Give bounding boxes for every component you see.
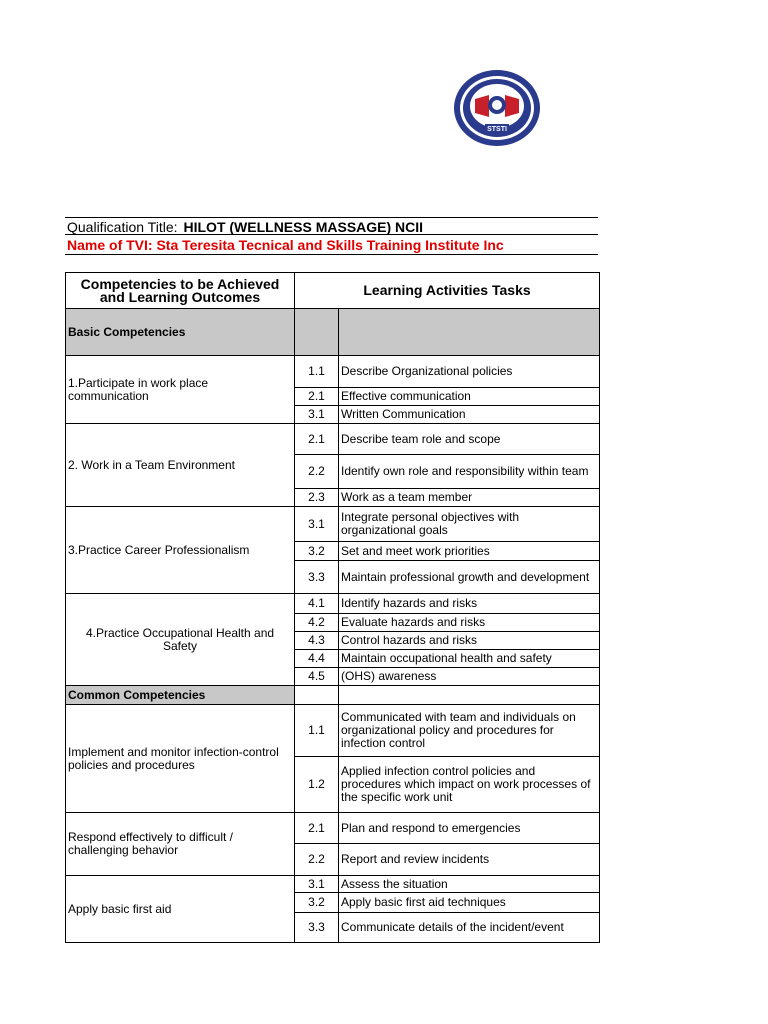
seal-logo-text: STSTI	[487, 126, 507, 133]
table-row	[66, 594, 600, 614]
table-row	[66, 705, 600, 757]
table-header-row	[66, 273, 600, 309]
task-number: 3.2	[295, 893, 339, 913]
section-title-common: Common Competencies	[66, 686, 295, 705]
task-number: 3.3	[295, 561, 339, 594]
task-text: Assess the situation	[339, 876, 600, 893]
qualification-value: HILOT (WELLNESS MASSAGE) NCII	[183, 219, 424, 235]
table-row	[66, 356, 600, 388]
section-row-common	[66, 686, 600, 705]
task-text: Set and meet work priorities	[339, 542, 600, 561]
table-row	[66, 876, 600, 893]
competency-2: 2. Work in a Team Environment	[66, 424, 295, 507]
competency-1: 1.Participate in work place communication	[66, 356, 295, 424]
task-text: Communicated with team and individuals on organizational policy and procedures for infection control	[339, 705, 600, 757]
competency-6: Respond effectively to difficult / challenging behavior	[66, 813, 295, 876]
section-title-basic: Basic Competencies	[66, 309, 295, 356]
competency-4: 4.Practice Occupational Health and Safety	[66, 594, 295, 686]
task-number: 2.3	[295, 489, 339, 507]
task-text: Plan and respond to emergencies	[339, 813, 600, 844]
task-text: Work as a team member	[339, 489, 600, 507]
task-text: Identify hazards and risks	[339, 594, 600, 614]
task-number: 4.2	[295, 614, 339, 632]
task-text: Apply basic first aid techniques	[339, 893, 600, 913]
header-competencies: Competencies to be Achieved and Learning Outcomes	[66, 273, 295, 309]
task-number: 4.5	[295, 668, 339, 686]
task-number: 3.3	[295, 913, 339, 943]
table-row	[66, 507, 600, 542]
section-row-basic	[66, 309, 600, 356]
task-text: Written Communication	[339, 406, 600, 424]
task-number: 2.2	[295, 844, 339, 876]
institute-seal-logo	[453, 69, 541, 147]
competency-3: 3.Practice Career Professionalism	[66, 507, 295, 594]
task-number: 3.1	[295, 507, 339, 542]
task-number: 3.1	[295, 406, 339, 424]
header-learning-activities: Learning Activities Tasks	[295, 273, 600, 309]
table-row	[66, 813, 600, 844]
task-text: Evaluate hazards and risks	[339, 614, 600, 632]
task-text: Describe team role and scope	[339, 424, 600, 455]
task-text: Communicate details of the incident/event	[339, 913, 600, 943]
task-text: Identify own role and responsibility within team	[339, 455, 600, 489]
task-number: 2.1	[295, 388, 339, 406]
task-text: Control hazards and risks	[339, 632, 600, 650]
competency-5: Implement and monitor infection-control policies and procedures	[66, 705, 295, 813]
task-number: 4.4	[295, 650, 339, 668]
task-text: Applied infection control policies and procedures which impact on work processes of the specific work unit	[339, 757, 600, 813]
competency-table	[65, 272, 600, 943]
task-text: Maintain professional growth and development	[339, 561, 600, 594]
table-row	[66, 424, 600, 455]
task-number: 2.2	[295, 455, 339, 489]
task-text: Describe Organizational policies	[339, 356, 600, 388]
task-number: 2.1	[295, 424, 339, 455]
tvi-name: Name of TVI: Sta Teresita Tecnical and Skills Training Institute Inc	[65, 236, 598, 255]
task-text: Effective communication	[339, 388, 600, 406]
task-text: (OHS) awareness	[339, 668, 600, 686]
qualification-title-row	[65, 217, 598, 235]
task-number: 3.1	[295, 876, 339, 893]
task-number: 1.1	[295, 705, 339, 757]
task-number: 4.1	[295, 594, 339, 614]
task-number: 2.1	[295, 813, 339, 844]
task-number: 1.1	[295, 356, 339, 388]
qualification-label: Qualification Title:	[67, 219, 178, 235]
task-text: Report and review incidents	[339, 844, 600, 876]
task-number: 3.2	[295, 542, 339, 561]
task-text: Integrate personal objectives with organizational goals	[339, 507, 600, 542]
task-text: Maintain occupational health and safety	[339, 650, 600, 668]
task-number: 4.3	[295, 632, 339, 650]
competency-7: Apply basic first aid	[66, 876, 295, 943]
task-number: 1.2	[295, 757, 339, 813]
